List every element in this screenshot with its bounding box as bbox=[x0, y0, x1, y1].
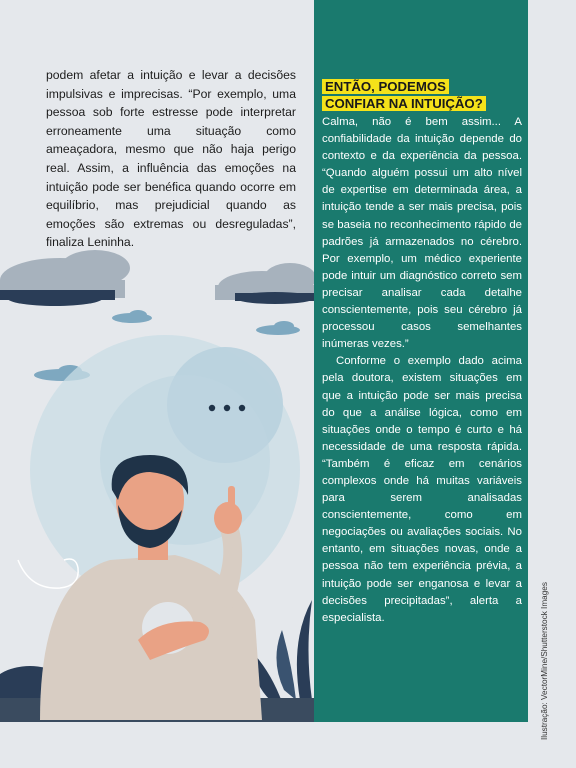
info-box bbox=[314, 0, 528, 722]
cloud-left bbox=[0, 250, 130, 306]
plant-right bbox=[254, 600, 312, 702]
left-column-paragraph: podem afetar a intuição e levar a decisões impulsivas e imprecisas. “Por exemplo, uma pessoa sob forte estresse pode interpretar erroneamente uma situação como ameaçadora, mesmo que não haja perigo real. Assim, a influência das emoções na intuição pode ser benéfica quando ocorre em equilíbrio, mas prejudicial quando as emoções são extremas ou desreguladas”, finaliza Leninha. bbox=[46, 68, 296, 250]
heading-line-1: ENTÃO, PODEMOS bbox=[322, 79, 449, 94]
ellipsis-dots bbox=[209, 405, 245, 411]
info-box-paragraph-1: Calma, não é bem assim... A confiabilidade da intuição depende do contexto e da experiência da pessoa. “Quando alguém possui um alto nível de expertise em determinada área, a intuição tende a ser mais precisa, pois se baseia no reconhecimento rápido de padrões já armazenados no cérebro. Por exemplo, um médico experiente pode intuir um diagnóstico correto sem precisar analisar cada detalhe conscientemente, pois seu cérebro já processou casos semelhantes inúmeras vezes.” bbox=[322, 116, 522, 351]
info-box-heading bbox=[322, 78, 522, 112]
cloud-right bbox=[215, 263, 316, 304]
illustration-credit: Ilustração: VectorMine/Shutterstock Images bbox=[540, 582, 549, 740]
heading-line-2: CONFIAR NA INTUIÇÃO? bbox=[322, 96, 486, 111]
info-box-content bbox=[322, 78, 522, 627]
info-box-paragraph-2: Conforme o exemplo dado acima pela doutora, existem situações em que a intuição pode ser mais precisa do que a análise lógica, como em situações onde o tempo é curto e há necessidade de uma resposta rápida. “Também é eficaz em cenários complexos onde há muitas variáveis para serem analisadas conscientemente, como em negociações ou avaliações sociais. No entanto, em situações novas, onde a pessoa não tem experiência prévia, a intuição pode ser enganosa e levar a decisões precipitadas”, alerta a especialista. bbox=[322, 355, 522, 624]
